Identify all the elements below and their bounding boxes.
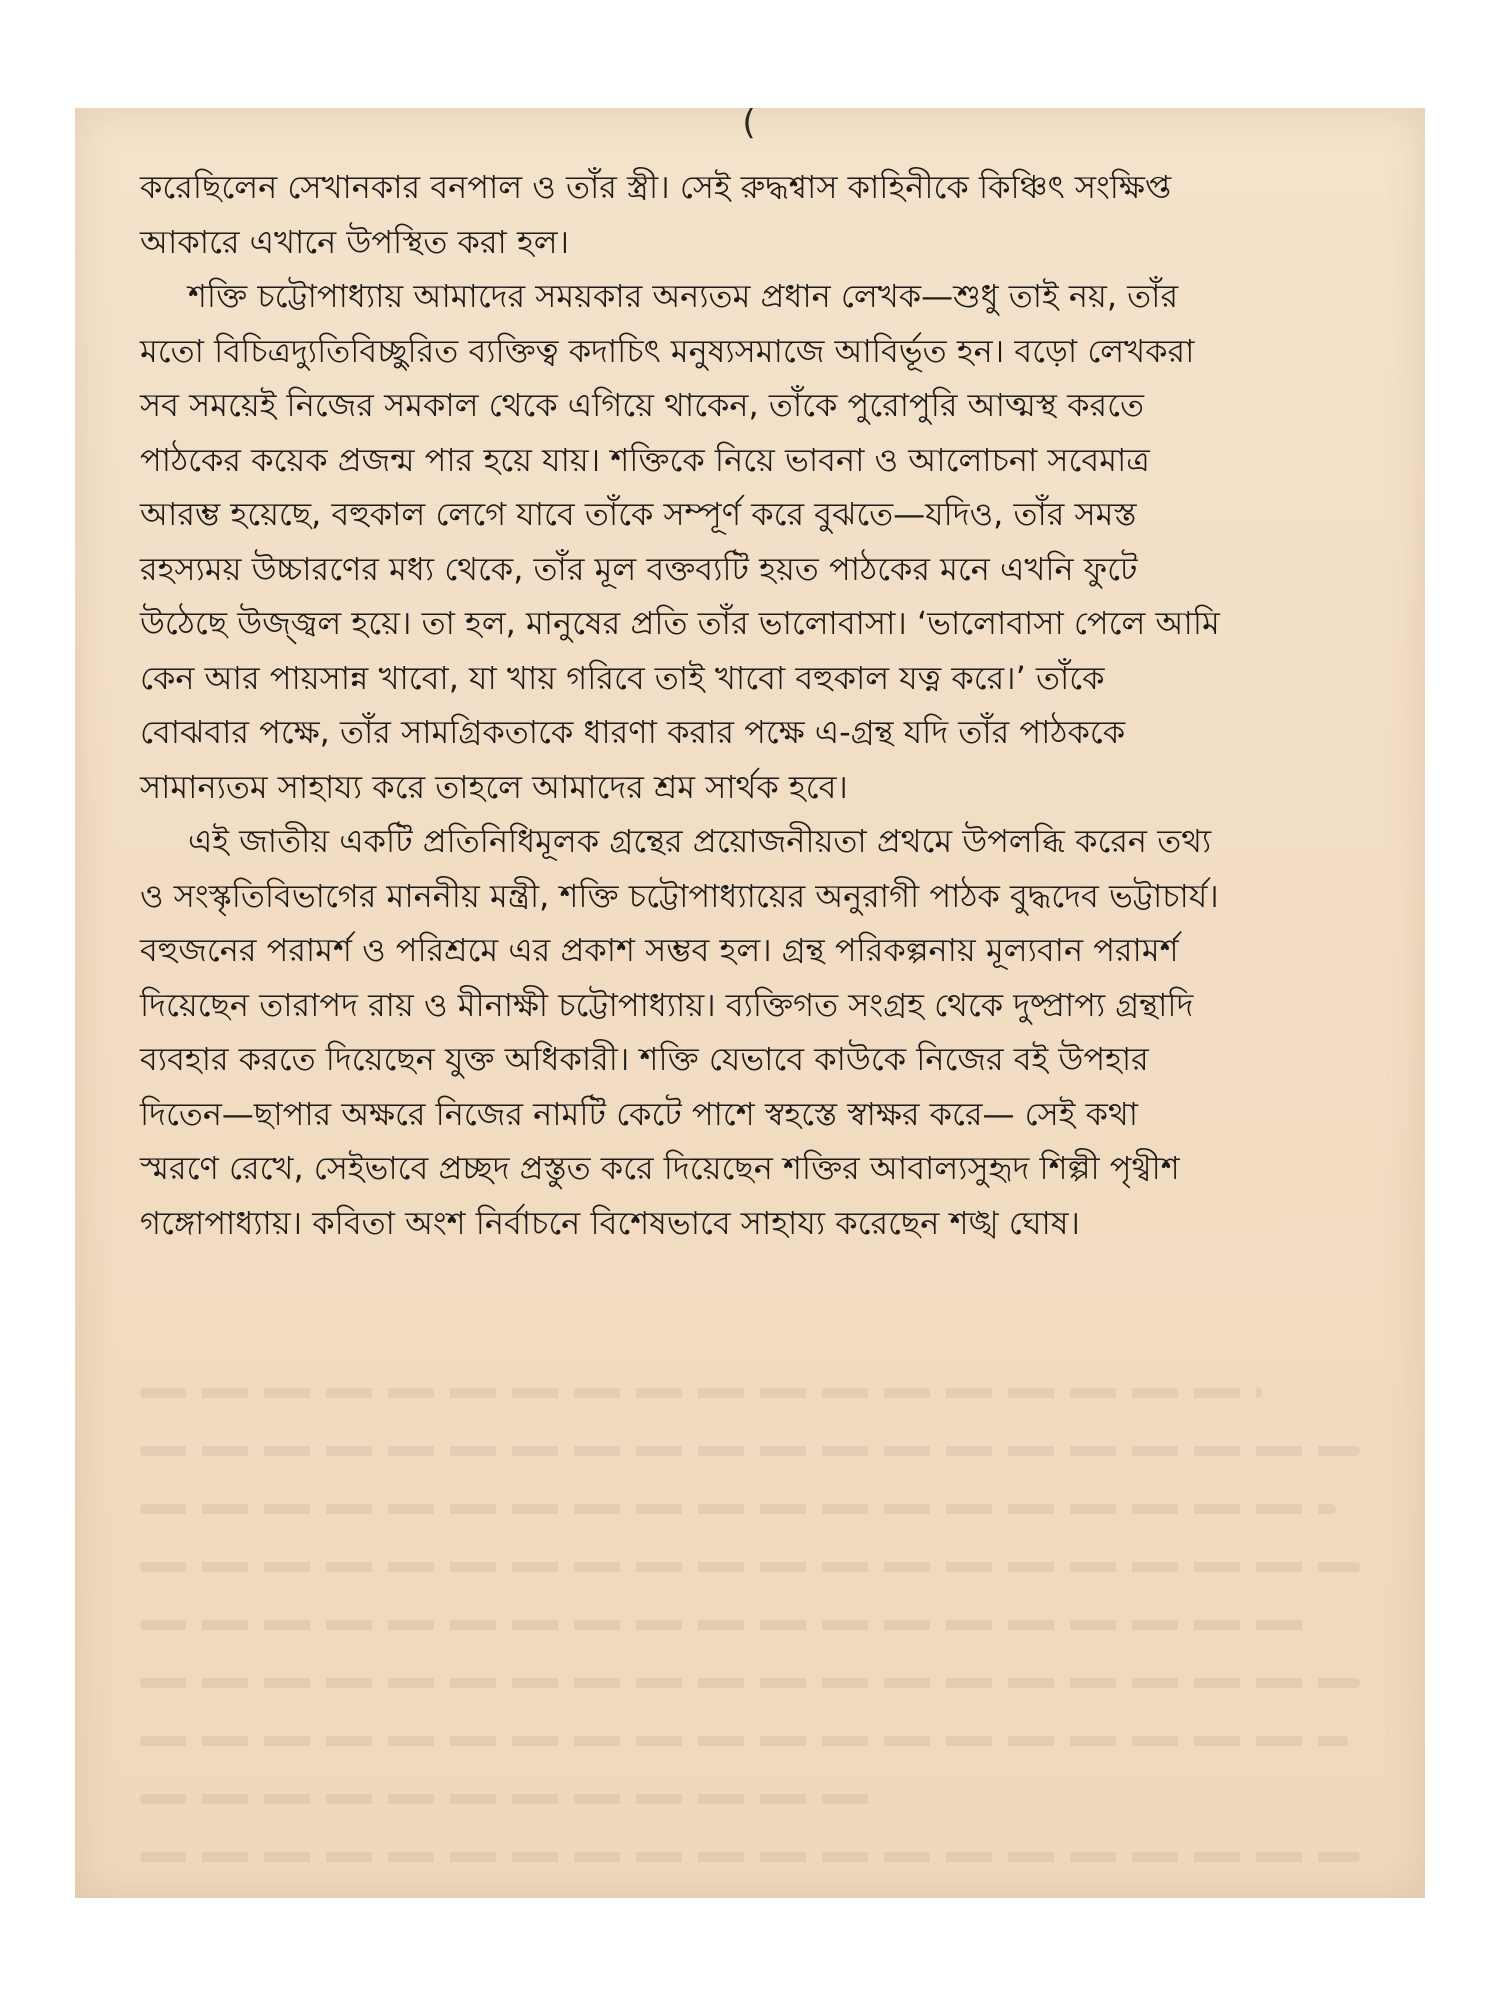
paragraph-1: করেছিলেন সেখানকার বনপাল ও তাঁর স্ত্রী। সেই রুদ্ধশ্বাস কাহিনীকে কিঞ্চিৎ সংক্ষিপ্ত আকারে এখানে উপস্থিত করা হল। xyxy=(140,168,1172,261)
paragraph-3: এই জাতীয় একটি প্রতিনিধিমূলক গ্রন্থের প্রয়োজনীয়তা প্রথমে উপলব্ধি করেন তথ্য ও সংস্কৃতিবিভাগের মাননীয় মন্ত্রী, শক্তি চট্টোপাধ্যায়ের অনুরাগী পাঠক বুদ্ধদেব ভট্টাচার্য। বহুজনের পরামর্শ ও পরিশ্রমে এর প্রকাশ সম্ভব হল। গ্রন্থ পরিকল্পনায় মূল্যবান পরামর্শ দিয়েছেন তারাপদ রায় ও মীনাক্ষী চট্টোপাধ্যায়। ব্যক্তিগত সংগ্রহ থেকে দুষ্প্রাপ্য গ্রন্থাদি ব্যবহার করতে দিয়েছেন যুক্ত অধিকারী। শক্তি যেভাবে কাউকে নিজের বই উপহার দিতেন—ছাপার অক্ষরে নিজের নামটি কেটে পাশে স্বহস্তে স্বাক্ষর করে— সেই কথা স্মরণে রেখে, সেইভাবে প্রচ্ছদ প্রস্তুত করে দিয়েছেন শক্তির আবাল্যসুহৃদ শিল্পী পৃথ্বীশ গঙ্গোপাধ্যায়। কবিতা অংশ নির্বাচনে বিশেষভাবে সাহায্য করেছেন শঙ্খ ঘোষ। xyxy=(140,822,1219,1242)
book-page xyxy=(75,103,1425,1898)
page-number-fragment: ( xyxy=(742,103,758,143)
paragraph-2: শক্তি চট্টোপাধ্যায় আমাদের সময়কার অন্যতম প্রধান লেখক—শুধু তাই নয়, তাঁর মতো বিচিত্রদ্যুতিবিচ্ছুরিত ব্যক্তিত্ব কদাচিৎ মনুষ্যসমাজে আবির্ভূত হন। বড়ো লেখকরা সব সময়েই নিজের সমকাল থেকে এগিয়ে থাকেন, তাঁকে পুরোপুরি আত্মস্থ করতে পাঠকের কয়েক প্রজন্ম পার হয়ে যায়। শক্তিকে নিয়ে ভাবনা ও আলোচনা সবেমাত্র আরম্ভ হয়েছে, বহুকাল লেগে যাবে তাঁকে সম্পূর্ণ করে বুঝতে—যদিও, তাঁর সমস্ত রহস্যময় উচ্চারণের মধ্য থেকে, তাঁর মূল বক্তব্যটি হয়ত পাঠকের মনে এখনি ফুটে উঠেছে উজ্জ্বল হয়ে। তা হল, মানুষের প্রতি তাঁর ভালোবাসা। ‘ভালোবাসা পেলে আমি কেন আর পায়সান্ন খাবো, যা খায় গরিবে তাই খাবো বহুকাল যত্ন করে।’ তাঁকে বোঝবার পক্ষে, তাঁর সামগ্রিকতাকে ধারণা করার পক্ষে এ-গ্রন্থ যদি তাঁর পাঠককে সামান্যতম সাহায্য করে তাহলে আমাদের শ্রম সার্থক হবে। xyxy=(140,277,1220,806)
body-text xyxy=(140,160,1360,1360)
bleed-through-text xyxy=(140,1388,1360,1888)
